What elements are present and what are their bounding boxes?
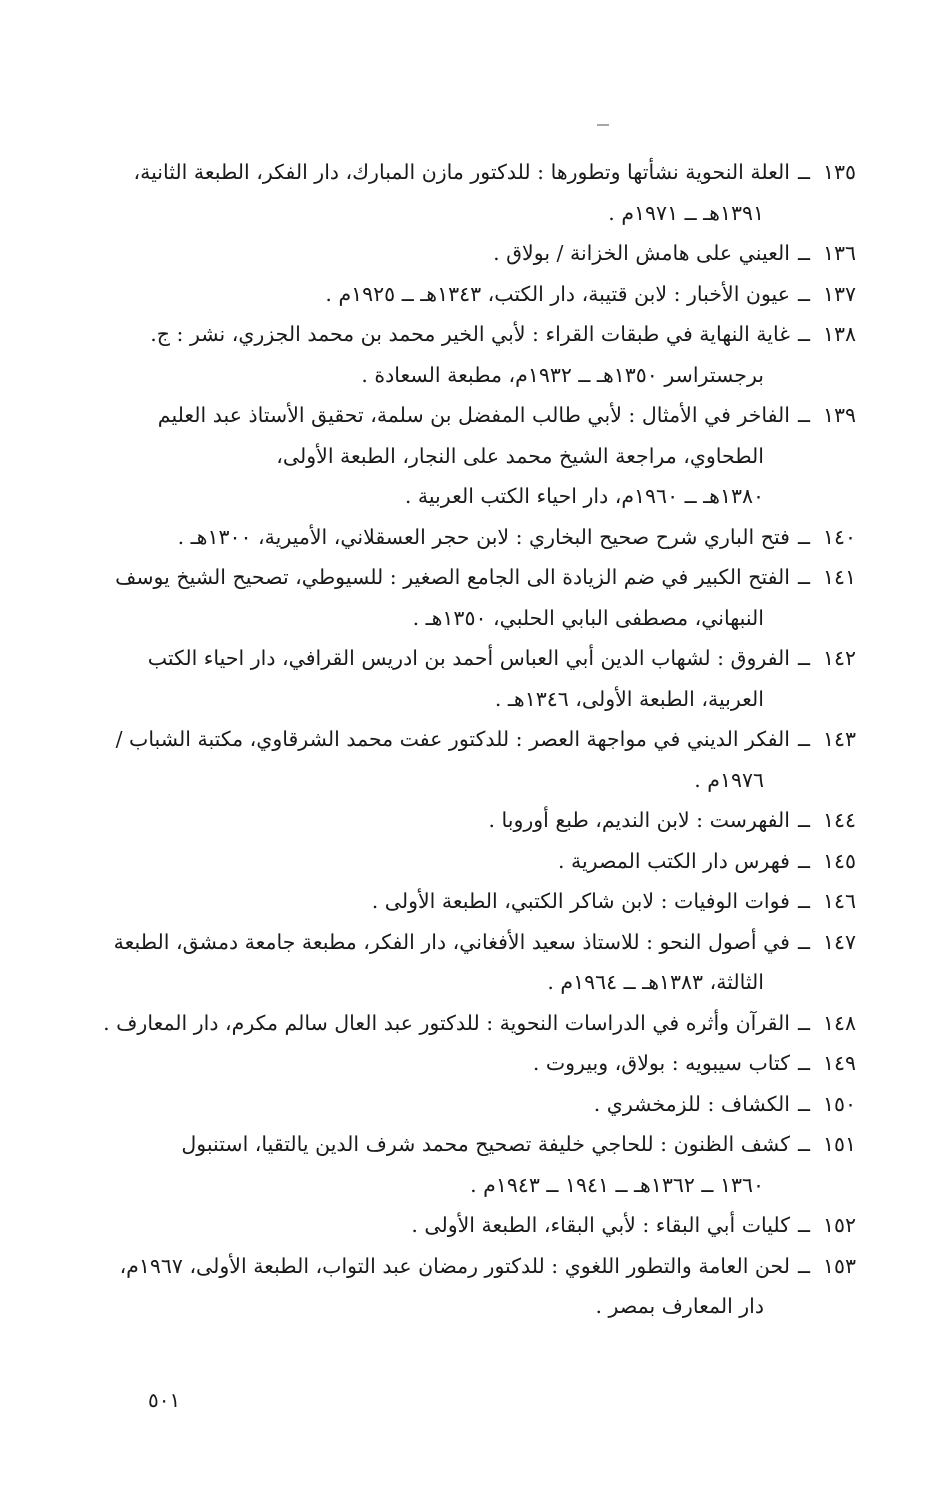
- entry-dash: ــ: [797, 929, 810, 954]
- entry-text: الفكر الديني في مواجهة العصر : للدكتور عفت محمد الشرقاوي، مكتبة الشباب /: [115, 727, 790, 751]
- bibliography-list: [78, 152, 856, 1327]
- bibliography-entry: [78, 1124, 856, 1205]
- bibliography-entry: [78, 517, 856, 558]
- entry-number: ١٣٥: [822, 160, 856, 184]
- bibliography-entry: [78, 800, 856, 841]
- entry-dash: ــ: [797, 646, 810, 670]
- entry-text: الكشاف : للزمخشري .: [593, 1091, 790, 1116]
- entry-text: فهرس دار الكتب المصرية .: [557, 848, 790, 873]
- entry-dash: ــ: [797, 1132, 810, 1156]
- entry-continuation: ١٣٩١هـ ــ ١٩٧١م .: [608, 200, 764, 225]
- bibliography-entry: [78, 395, 856, 517]
- entry-number: ١٤٠: [822, 524, 856, 549]
- entry-continuation: العربية، الطبعة الأولى، ١٣٤٦هـ .: [494, 686, 764, 711]
- entry-text: العلة النحوية نشأتها وتطورها : للدكتور مازن المبارك، دار الفكر، الطبعة الثانية،: [133, 160, 790, 184]
- entry-dash: ــ: [797, 808, 810, 832]
- entry-continuation: الطحاوي، مراجعة الشيخ محمد على النجار، الطبعة الأولى،: [276, 443, 764, 468]
- entry-number: ١٥٠: [822, 1091, 856, 1116]
- entry-continuation: الثالثة، ١٣٨٣هـ ــ ١٩٦٤م .: [547, 970, 764, 994]
- entry-dash: ــ: [797, 727, 810, 751]
- scan-mark: [597, 124, 609, 126]
- entry-continuation: ١٣٨٠هـ ــ ١٩٦٠م، دار احياء الكتب العربية .: [404, 484, 764, 508]
- entry-dash: ــ: [797, 1253, 810, 1278]
- bibliography-entry: [78, 314, 856, 395]
- entry-dash: ــ: [797, 1010, 810, 1035]
- entry-text: الفتح الكبير في ضم الزيادة الى الجامع الصغير : للسيوطي، تصحيح الشيخ يوسف: [115, 565, 790, 589]
- entry-text: كتاب سيبويه : بولاق، وبيروت .: [532, 1051, 790, 1075]
- entry-continuation: برجستراسر ١٣٥٠هـ ــ ١٩٣٢م، مطبعة السعادة .: [361, 362, 764, 387]
- entry-text: كليات أبي البقاء : لأبي البقاء، الطبعة الأولى .: [411, 1213, 790, 1237]
- bibliography-entry: [78, 1003, 856, 1044]
- bibliography-entry: [78, 719, 856, 800]
- entry-dash: ــ: [797, 281, 810, 306]
- bibliography-entry: [78, 881, 856, 922]
- entry-dash: ــ: [797, 889, 810, 913]
- entry-dash: ــ: [797, 524, 810, 549]
- entry-text: القرآن وأثره في الدراسات النحوية : للدكتور عبد العال سالم مكرم، دار المعارف .: [103, 1010, 790, 1035]
- entry-text: عيون الأخبار : لابن قتيبة، دار الكتب، ١٣٤٣هـ ــ ١٩٢٥م .: [325, 281, 790, 306]
- entry-text: العيني على هامش الخزانة / بولاق .: [493, 241, 790, 265]
- entry-number: ١٤٨: [822, 1010, 856, 1035]
- bibliography-entry: [78, 557, 856, 638]
- entry-dash: ــ: [797, 1051, 810, 1075]
- entry-number: ١٤٩: [822, 1051, 856, 1075]
- bibliography-entry: [78, 638, 856, 719]
- entry-dash: ــ: [797, 848, 810, 873]
- entry-continuation: النبهاني، مصطفى البابي الحلبي، ١٣٥٠هـ .: [412, 605, 764, 630]
- entry-text: الفهرست : لابن النديم، طبع أوروبا .: [488, 808, 790, 832]
- entry-number: ١٣٧: [822, 281, 856, 306]
- bibliography-entry: [78, 274, 856, 315]
- entry-text: في أصول النحو : للاستاذ سعيد الأفغاني، دار الفكر، مطبعة جامعة دمشق، الطبعة: [113, 929, 790, 954]
- entry-dash: ــ: [797, 1091, 810, 1116]
- entry-dash: ــ: [797, 403, 810, 427]
- entry-text: غاية النهاية في طبقات القراء : لأبي الخير محمد بن محمد الجزري، نشر : ج.: [150, 322, 790, 346]
- entry-number: ١٤٥: [822, 848, 856, 873]
- entry-continuation: ١٩٧٦م .: [694, 767, 764, 792]
- bibliography-entry: [78, 1205, 856, 1246]
- bibliography-entry: [78, 1043, 856, 1084]
- bibliography-entry: [78, 1246, 856, 1327]
- bibliography-entry: [78, 922, 856, 1003]
- entry-number: ١٤١: [822, 565, 856, 589]
- entry-text: لحن العامة والتطور اللغوي : للدكتور رمضان عبد التواب، الطبعة الأولى، ١٩٦٧م،: [119, 1253, 790, 1278]
- page-number: ٥٠١: [148, 1388, 181, 1412]
- bibliography-entry: [78, 233, 856, 274]
- entry-dash: ــ: [797, 241, 810, 265]
- entry-number: ١٤٢: [822, 646, 856, 670]
- entry-dash: ــ: [797, 160, 810, 184]
- bibliography-entry: [78, 841, 856, 882]
- entry-continuation: ١٣٦٠ ــ ١٣٦٢هـ ــ ١٩٤١ ــ ١٩٤٣م .: [470, 1172, 764, 1197]
- entry-text: فوات الوفيات : لابن شاكر الكتبي، الطبعة الأولى .: [371, 889, 790, 913]
- bibliography-entry: [78, 1084, 856, 1125]
- entry-text: الفروق : لشهاب الدين أبي العباس أحمد بن ادريس القرافي، دار احياء الكتب: [147, 646, 790, 670]
- entry-number: ١٥٢: [822, 1213, 856, 1237]
- entry-text: الفاخر في الأمثال : لأبي طالب المفضل بن سلمة، تحقيق الأستاذ عبد العليم: [157, 403, 790, 427]
- entry-number: ١٥١: [822, 1132, 856, 1156]
- entry-text: فتح الباري شرح صحيح البخاري : لابن حجر العسقلاني، الأميرية، ١٣٠٠هـ .: [177, 524, 790, 549]
- entry-text: كشف الظنون : للحاجي خليفة تصحيح محمد شرف الدين يالتقيا، استنبول: [181, 1132, 790, 1156]
- entry-number: ١٥٣: [822, 1253, 856, 1278]
- entry-dash: ــ: [797, 565, 810, 589]
- entry-dash: ــ: [797, 1213, 810, 1237]
- entry-number: ١٣٦: [822, 241, 856, 265]
- entry-dash: ــ: [797, 322, 810, 346]
- entry-number: ١٤٧: [822, 929, 856, 954]
- entry-number: ١٤٦: [822, 889, 856, 913]
- bibliography-entry: [78, 152, 856, 233]
- entry-number: ١٤٣: [822, 727, 856, 751]
- entry-continuation: دار المعارف بمصر .: [595, 1294, 764, 1318]
- entry-number: ١٤٤: [822, 808, 856, 832]
- entry-number: ١٣٨: [822, 322, 856, 346]
- entry-number: ١٣٩: [822, 403, 856, 427]
